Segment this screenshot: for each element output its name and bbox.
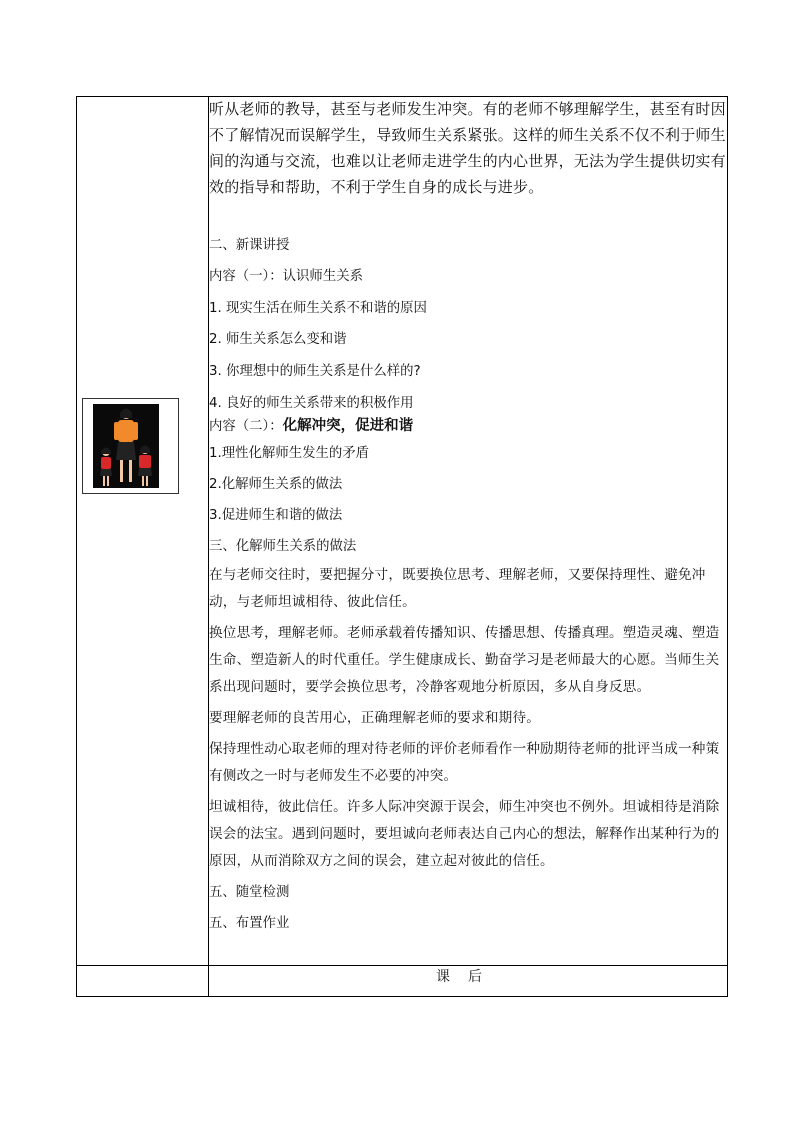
section-three-paragraph: 要理解老师的良苦用心，正确理解老师的要求和期待。 [209,710,541,726]
content-two-item: 3.促进师生和谐的做法 [209,508,343,523]
section-three-paragraph: 坦诚相待，彼此信任。许多人际冲突源于误会，师生冲突也不例外。坦诚相待是消除误会的法宝。遇到问题时，要坦诚向老师表达自己内心的想法，解释作出某种行为的原因，从而消除双方之间的误会，建立起对彼此的信任。 [209,799,720,869]
intro-paragraph: 听从老师的教导，甚至与老师发生冲突。有的老师不够理解学生，甚至有时因不了解情况而误解学生，导致师生关系紧张。这样的师生关系不仅不利于师生间的沟通与交流，也难以让老师走进学生的内心世界，无法为学生提供切实有效的指导和帮助，不利于学生自身的成长与进步。 [209,100,726,196]
section-five-homework: 五、布置作业 [209,916,290,931]
content-two-title [209,417,727,436]
content-one-title: 内容（一）：认识师生关系 [209,269,363,284]
content-one-item: 2. 师生关系怎么变和谐 [209,332,347,347]
lesson-plan-table [76,96,728,997]
section-five-check: 五、随堂检测 [209,885,290,900]
section-three-heading: 三、化解师生关系的做法 [209,539,357,554]
content-two-item: 2.化解师生关系的做法 [209,477,343,492]
content-two-title-bold: 化解冲突，促进和谐 [282,418,414,434]
illustration-frame [82,398,179,494]
teacher-with-students-illustration-icon [93,404,159,488]
content-one-item: 1. 现实生活在师生关系不和谐的原因 [209,301,427,316]
footer-after-class: 课后 [209,966,728,997]
footer-side-cell [77,966,209,997]
main-content-cell [209,97,728,966]
section-two-heading: 二、新课讲授 [209,238,290,253]
section-three-paragraph: 保持理性动心取老师的理对待老师的评价老师看作一种励期待老师的批评当成一种策有侧改之一时与老师发生不必要的冲突。 [209,741,720,784]
section-three-paragraph: 换位思考，理解老师。老师承载着传播知识、传播思想、传播真理。塑造灵魂、塑造生命、塑造新人的时代重任。学生健康成长、勤奋学习是老师最大的心愿。当师生关系出现问题时，要学会换位思考，冷静客观地分析原因，多从自身反思。 [209,625,720,695]
section-three-paragraph: 在与老师交往时，要把握分寸，既要换位思考、理解老师，又要保持理性、避免冲动，与老师坦诚相待、彼此信任。 [209,567,706,610]
side-column [77,97,209,966]
content-one-item: 3. 你理想中的师生关系是什么样的? [209,364,421,379]
content-two-item: 1.理性化解师生发生的矛盾 [209,446,370,461]
content-one-item: 4. 良好的师生关系带来的积极作用 [209,396,414,411]
content-two-prefix: 内容（二）： [209,419,283,434]
